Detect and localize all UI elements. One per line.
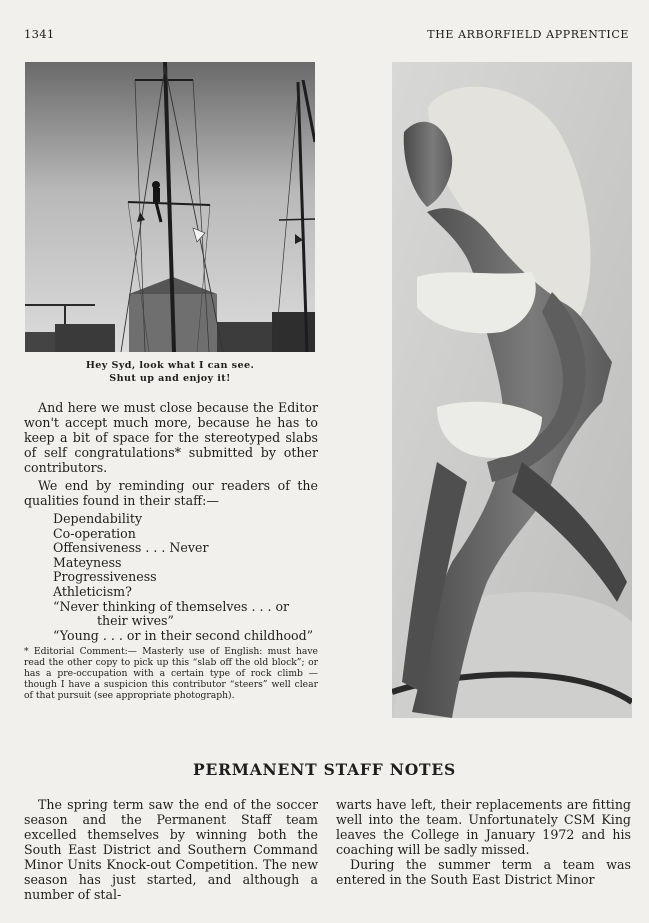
mast-photo [25,62,315,352]
article-right-column [336,797,631,887]
article-paragraph: The spring term saw the end of the soccer season and the Permanent Staff team excelled themselves by winning both the South East District and Southern Command Minor Units Knock-out Competition. The new season has just started, and although a number of stal- [24,797,318,902]
article-paragraph-continued: warts have left, their replacements are fitting well into the team. Unfortunately CSM King leaves the College in January 1972 and his coaching will be sadly missed. [336,797,631,857]
quality-item: Athleticism? [53,583,132,599]
closing-paragraph: And here we must close because the Editor won't accept much more, because he has to keep a bit of space for the stereotyped slabs of self congratulations* submitted by other contributors. [24,400,318,475]
quality-item: “Young . . . or in their second childhood” [53,627,314,643]
running-head: THE ARBORFIELD APPRENTICE [427,28,629,41]
photo-caption [24,359,316,385]
beach-photo-image [392,62,632,718]
mast-photo-image [25,62,315,352]
editorial-footnote: * Editorial Comment:— Masterly use of English: must have read the other copy to pick up this “slab off the old block”; or has a pre-occupation with a certain type of rock climb — though I have a suspicion this contributor “steers” well clear of that pursuit (see appropriate photograph). [24,646,318,702]
qualities-list [53,512,318,643]
quality-item: Progressiveness [53,569,157,585]
quality-item: Dependability [53,511,143,526]
caption-line-2: Shut up and enjoy it! [109,373,231,384]
beach-photo [392,62,632,718]
quality-item: “Never thinking of themselves . . . or [53,598,290,614]
page-number: 1341 [24,27,55,41]
qualities-intro-paragraph: We end by reminding our readers of the qualities found in their staff:— [24,478,318,508]
quality-item: Co-operation [53,525,136,541]
caption-line-1: Hey Syd, look what I can see. [85,360,255,371]
section-heading: PERMANENT STAFF NOTES [193,760,456,779]
quality-item: Mateyness [53,554,122,570]
quality-item-continuation: their wives” [97,613,174,629]
quality-item: Offensiveness . . . Never [53,540,209,556]
article-paragraph: During the summer term a team was entered in the South East District Minor [336,857,631,887]
left-column [24,400,318,701]
article-left-column [24,797,318,902]
